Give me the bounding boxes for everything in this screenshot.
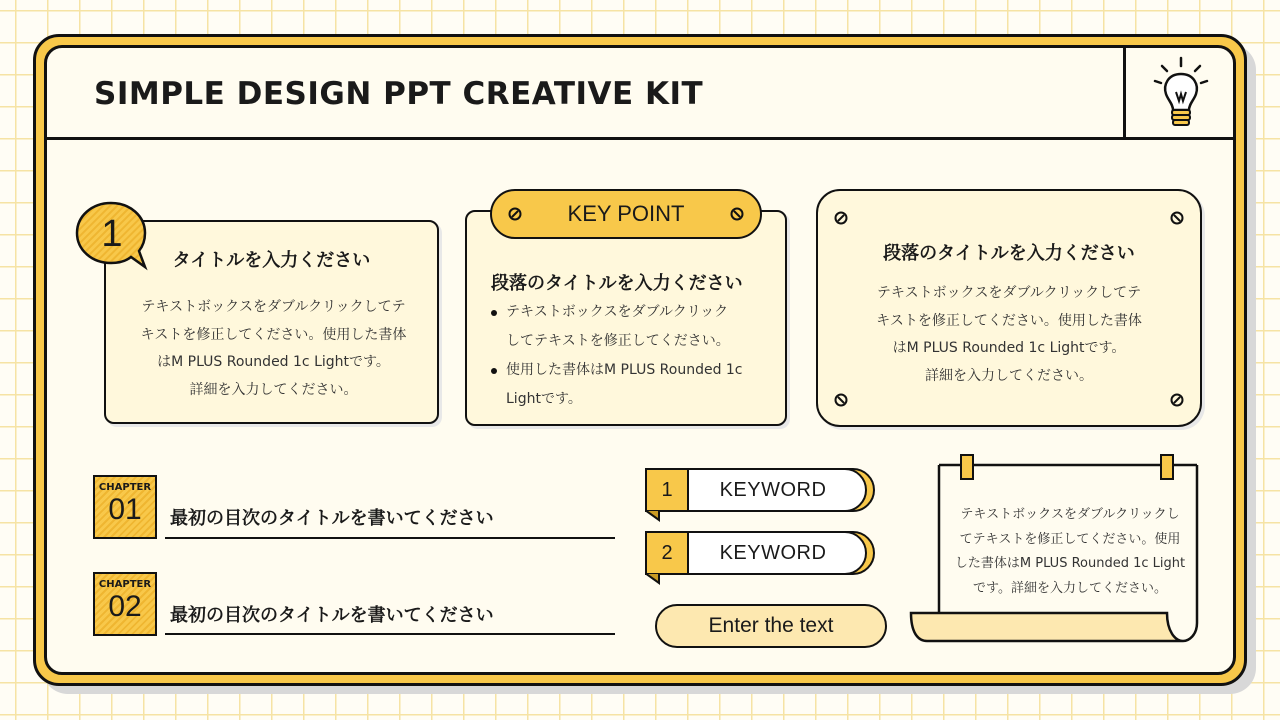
- chapter-number: 01: [108, 493, 142, 526]
- scroll-note-line: した書体はM PLUS Rounded 1c Light: [954, 556, 1186, 571]
- screw-icon: [1170, 211, 1184, 225]
- chapter-label: CHAPTER: [98, 482, 152, 493]
- box1-title: タイトルを入力ください: [172, 250, 371, 271]
- text-box-1[interactable]: [104, 220, 439, 424]
- scroll-note-body: [940, 503, 1200, 601]
- screw-icon: [1170, 393, 1184, 407]
- chapter-01-underline: [165, 537, 615, 539]
- keyword-1[interactable]: [645, 468, 875, 512]
- box3-body: [848, 280, 1170, 390]
- chapter-02-title[interactable]: 最初の目次のタイトルを書いてください: [170, 605, 494, 626]
- bullet-item: 使用した書体はM PLUS Rounded 1c Lightです。: [491, 356, 771, 414]
- key-point-box[interactable]: [465, 210, 787, 426]
- chapter-number: 02: [108, 590, 142, 623]
- box2-bullet-list: [491, 298, 771, 414]
- box3-title: 段落のタイトルを入力ください: [883, 243, 1135, 264]
- screw-icon: [834, 211, 848, 225]
- key-point-label: KEY POINT: [567, 201, 685, 226]
- box1-line: 詳細を入力してください。: [189, 381, 358, 398]
- bullet-item: テキストボックスをダブルクリック してテキストを修正してください。: [491, 298, 771, 356]
- keyword-2[interactable]: [645, 531, 875, 575]
- scroll-note-line: てテキストを修正してください。使用: [959, 531, 1181, 547]
- slide-frame: [33, 34, 1247, 686]
- chapter-02-box[interactable]: [93, 572, 157, 636]
- box1-body: [120, 294, 427, 404]
- box3-line: はM PLUS Rounded 1c Lightです。: [892, 340, 1126, 356]
- badge-number: 1: [101, 213, 123, 255]
- keyword-text: KEYWORD: [719, 542, 827, 564]
- header-bar: [47, 48, 1233, 140]
- chapter-02-underline: [165, 633, 615, 635]
- box1-line: はM PLUS Rounded 1c Lightです。: [157, 354, 390, 370]
- box3-line: キストを修正してください。使用した書体: [876, 312, 1142, 329]
- chapter-label: CHAPTER: [98, 579, 152, 590]
- screw-icon: [730, 207, 744, 221]
- lightbulb-box: [1123, 48, 1233, 140]
- keyword-text: KEYWORD: [719, 479, 827, 501]
- plate-box[interactable]: [816, 189, 1202, 427]
- box3-line: テキストボックスをダブルクリックしてテ: [876, 285, 1142, 301]
- keyword-number: 2: [645, 531, 689, 575]
- key-point-pill: [490, 189, 762, 239]
- box2-title: 段落のタイトルを入力ください: [491, 273, 743, 294]
- keyword-number: 1: [645, 468, 689, 512]
- ribbon-tail-icon: [645, 510, 661, 522]
- box1-line: テキストボックスをダブルクリックしてテ: [141, 299, 406, 315]
- screw-icon: [834, 393, 848, 407]
- ribbon-tail-icon: [645, 573, 661, 585]
- box1-line: キストを修正してください。使用した書体: [140, 326, 407, 343]
- enter-text-button[interactable]: Enter the text: [655, 604, 887, 648]
- scroll-note-line: テキストボックスをダブルクリックし: [960, 507, 1180, 522]
- chapter-01-box[interactable]: [93, 475, 157, 539]
- box3-line: 詳細を入力してください。: [925, 367, 1093, 384]
- scroll-note-line: です。詳細を入力してください。: [973, 580, 1167, 596]
- page-title: SIMPLE DESIGN PPT CREATIVE KIT: [94, 76, 704, 112]
- slide-card: [44, 45, 1236, 675]
- chapter-01-title[interactable]: 最初の目次のタイトルを書いてください: [170, 508, 494, 529]
- lightbulb-icon: [1150, 54, 1212, 132]
